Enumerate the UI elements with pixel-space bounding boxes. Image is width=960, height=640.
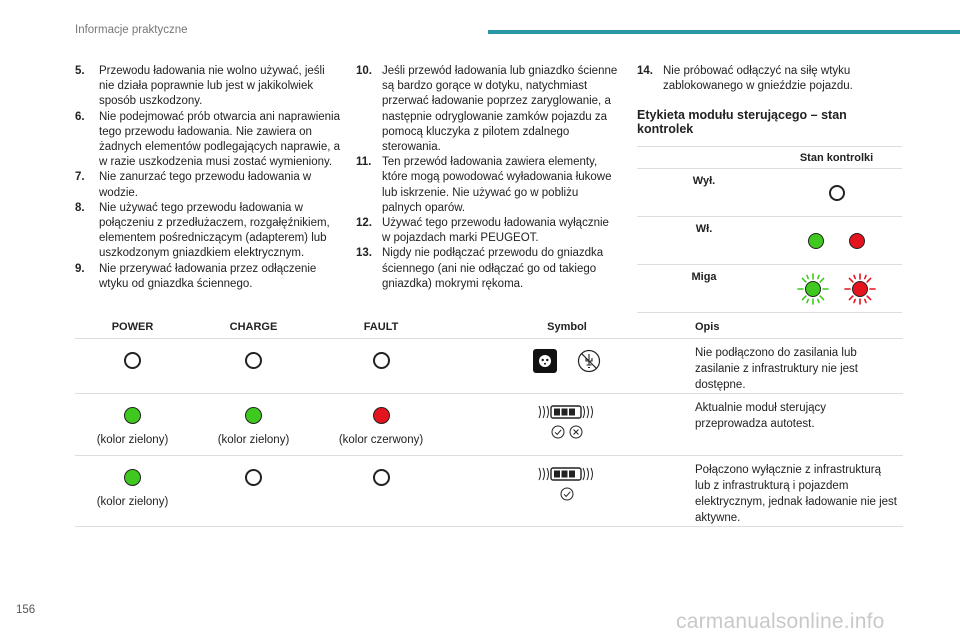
cross-circle-icon	[569, 425, 583, 439]
list-item: 7. Nie zanurzać tego przewodu ładowania w wodzie.	[75, 171, 312, 199]
power-led-off-icon	[124, 352, 141, 369]
list-item: 11. Ten przewód ładowania zawiera elementy, które mogą powodować wyładowania łukowe lub iskrzenie. Nie używać go w pobliżu palnych oparów.	[356, 156, 612, 214]
list-item: 13. Nigdy nie podłączać przewodu do gniazdka ściennego (ani nie odłączać go od takiego gniazdka) mokrymi rękoma.	[356, 247, 604, 290]
led-color-label: (kolor zielony)	[217, 433, 290, 446]
list-item: 6. Nie podejmować prób otwarcia ani naprawienia tego przewodu ładowania. Nie zawiera on żadnych elementów podlegających naprawie, a w razie uszkodzenia musi zostać wymieniony.	[75, 110, 341, 169]
header-accent-bar	[488, 30, 960, 34]
row-description: Nie podłączono do zasilania lub zasilanie z infrastruktury nie jest dostępne.	[689, 338, 903, 393]
led-red-blink-icon	[843, 272, 877, 306]
power-led-green-icon	[124, 469, 141, 486]
fault-led-red-icon	[373, 407, 390, 424]
charging-cable-icon	[537, 402, 597, 422]
led-off-icon	[829, 185, 845, 201]
check-circle-icon	[551, 425, 565, 439]
table-header: Stan kontrolki	[771, 147, 902, 169]
table-row	[75, 338, 903, 393]
power-led-green-icon	[124, 407, 141, 424]
led-green-blink-icon	[796, 272, 830, 306]
watermark: carmanualsonline.info	[676, 610, 885, 633]
led-color-label: (kolor zielony)	[96, 433, 169, 446]
table-row	[637, 169, 902, 217]
list-item: 10. Jeśli przewód ładowania lub gniazdko ścienne są bardzo gorące w dotyku, natychmiast przerwać ładowanie poprzez zaryglowanie, a następnie odryglowanie zamków pojazdu za pomocą kluczyka z pilotem zdalnego sterowania.	[356, 65, 618, 154]
table-row	[637, 217, 902, 265]
table-row	[75, 455, 903, 526]
status-label: Wł.	[637, 217, 771, 265]
section-heading: Etykieta modułu sterującego – stan kontrolek	[637, 108, 847, 137]
plug-icon	[533, 349, 557, 373]
charge-led-off-icon	[245, 469, 262, 486]
column-1	[75, 64, 340, 292]
status-label: Miga	[637, 265, 771, 313]
led-green-icon	[808, 233, 824, 249]
table-row	[75, 393, 903, 455]
row-description: Aktualnie moduł sterujący przeprowadza autotest.	[689, 393, 903, 455]
status-label: Wył.	[637, 169, 771, 217]
column-header-charge: CHARGE	[190, 316, 317, 338]
column-header-fault: FAULT	[317, 316, 445, 338]
page-number: 156	[16, 604, 36, 616]
column-header-opis: Opis	[689, 316, 903, 338]
table-header-row	[75, 316, 903, 338]
column-3	[637, 64, 902, 313]
led-status-table	[637, 146, 902, 313]
table-header-blank	[637, 147, 771, 169]
charging-cable-icon	[537, 464, 597, 484]
table-row	[637, 265, 902, 313]
list-item: 9. Nie przerywać ładowania przez odłączenie wtyku od gniazdka ściennego.	[75, 262, 317, 290]
column-header-power: POWER	[75, 316, 190, 338]
charge-led-off-icon	[245, 352, 262, 369]
row-description: Połączono wyłącznie z infrastrukturą lub z infrastrukturą i pojazdem elektrycznym, jednak ładowanie nie jest aktywne.	[689, 455, 903, 526]
no-power-icon	[577, 349, 601, 373]
list-item: 8. Nie używać tego przewodu ładowania w połączeniu z przedłużaczem, rozgałęźnikiem, elementem pośredniczącym (adapterem) lub uszkodzonym gniazdkiem elektrycznym.	[75, 201, 330, 260]
column-header-symbol: Symbol	[445, 316, 689, 338]
list-item: 14. Nie próbować odłączyć na siłę wtyku zablokowanego w gnieździe pojazdu.	[637, 65, 853, 93]
led-color-label: (kolor zielony)	[96, 495, 169, 508]
led-red-icon	[849, 233, 865, 249]
running-header: Informacje praktyczne	[75, 24, 188, 36]
fault-led-off-icon	[373, 352, 390, 369]
column-2	[356, 64, 618, 292]
led-color-label: (kolor czerwony)	[338, 433, 424, 446]
charging-module-status-table	[75, 316, 903, 527]
charge-led-green-icon	[245, 407, 262, 424]
list-item: 5. Przewodu ładowania nie wolno używać, jeśli nie działa poprawnie lub jest w jakikolwiek sposób uszkodzony.	[75, 65, 325, 108]
fault-led-off-icon	[373, 469, 390, 486]
check-circle-icon	[560, 487, 574, 501]
list-item: 12. Używać tego przewodu ładowania wyłącznie w pojazdach marki PEUGEOT.	[356, 217, 609, 245]
